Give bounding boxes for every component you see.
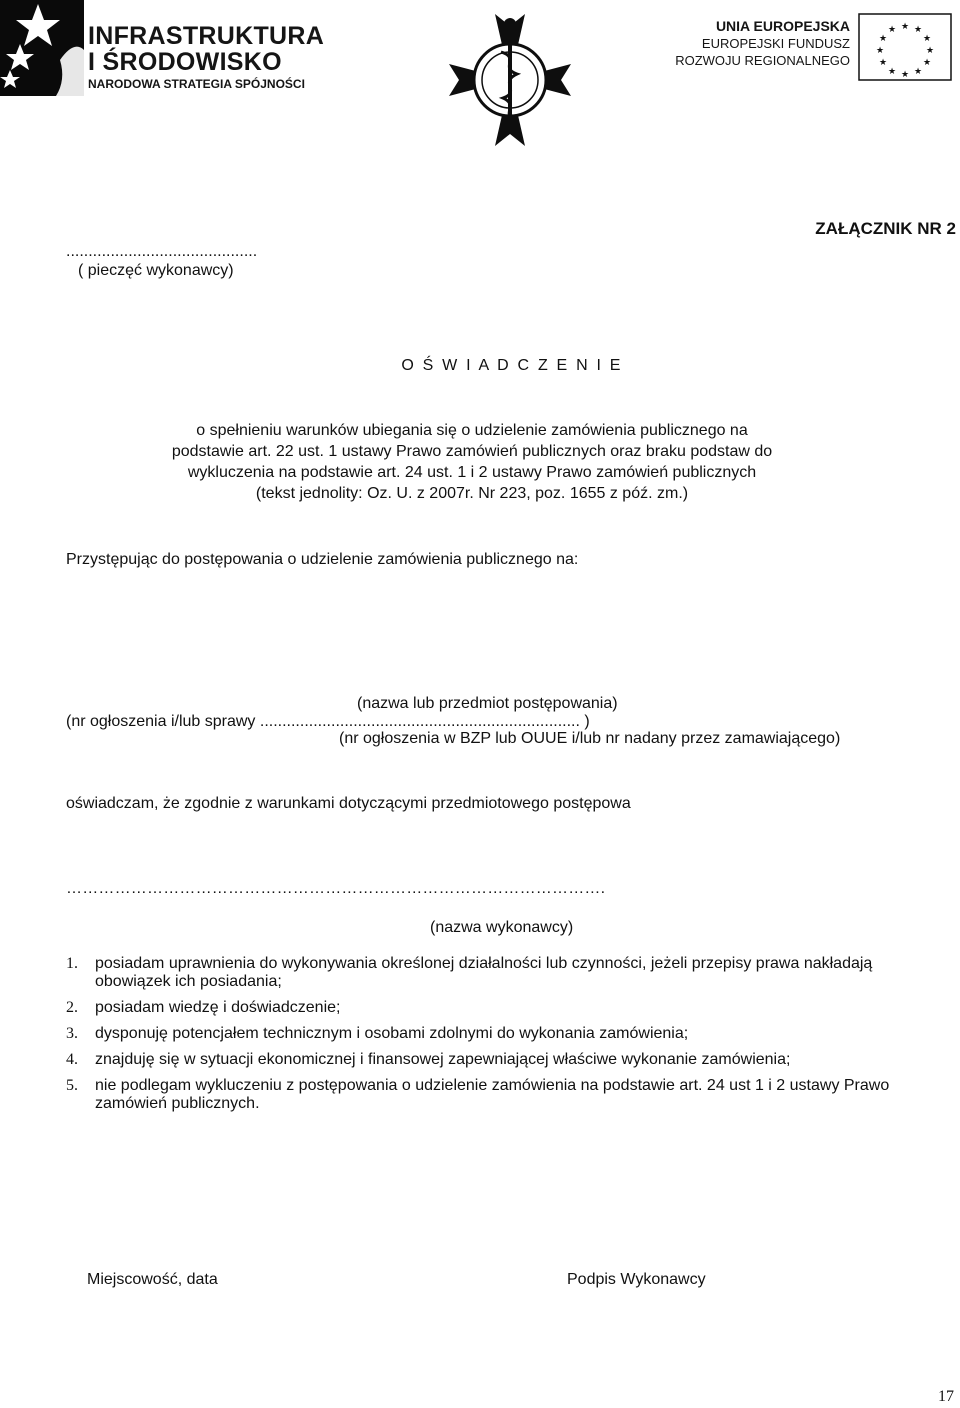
svg-text:★: ★	[922, 58, 932, 68]
condition-text: posiadam uprawnienia do wykonywania określonej działalności lub czynności, jeżeli przepisy prawa nakładają obowiązek ich posiadania;	[95, 955, 873, 990]
document-subtitle: o spełnieniu warunków ubiegania się o udzielenie zamówienia publicznego na podstawie art. 22 ust. 1 ustawy Prawo zamówień publicznych oraz braku podstaw do wykluczenia na podstawie art. 24 ust. 1 i 2 ustawy Prawo zamówień publicznych (tekst jednolity: Oz. U. z 2007r. Nr 223, poz. 1655 z póź. zm.)	[171, 422, 773, 502]
condition-number: 5.	[66, 1077, 78, 1094]
condition-number: 3.	[66, 1025, 78, 1042]
eu-line-1: UNIA EUROPEJSKA	[715, 18, 850, 34]
condition-number: 4.	[66, 1051, 78, 1068]
infrastruktura-star-icon	[0, 0, 84, 96]
logo-line-2: I ŚRODOWISKO	[88, 48, 282, 76]
svg-text:★: ★	[900, 22, 910, 32]
document-title: O Ś W I A D C Z E N I E	[401, 357, 623, 374]
condition-text: dysponuję potencjałem technicznym i osobami zdolnymi do wykonania zamówienia;	[95, 1025, 689, 1042]
condition-item	[66, 1025, 926, 1043]
svg-text:★: ★	[913, 67, 923, 77]
condition-text: nie podlegam wykluczeniu z postępowania o udzielenie zamówienia na podstawie art. 24 ust 1 i 2 ustawy Prawo zamówień publicznych.	[95, 1077, 890, 1112]
subject-label: (nazwa lub przedmiot postępowania)	[357, 695, 618, 712]
svg-text:★: ★	[875, 46, 885, 56]
contractor-name-label: (nazwa wykonawcy)	[430, 919, 574, 936]
eu-flag-icon	[858, 13, 952, 81]
svg-text:★: ★	[878, 58, 888, 68]
condition-text: posiadam wiedzę i doświadczenie;	[95, 999, 341, 1016]
declaration-text: oświadczam, że zgodnie z warunkami dotyczącymi przedmiotowego postępowa	[66, 795, 631, 812]
page-number: 17	[938, 1388, 954, 1405]
svg-text:★: ★	[887, 25, 897, 35]
attachment-label: ZAŁĄCZNIK NR 2	[815, 219, 956, 238]
signature-label: Podpis Wykonawcy	[567, 1271, 706, 1288]
condition-number: 1.	[66, 955, 78, 972]
condition-item	[66, 1051, 926, 1069]
place-date-label: Miejscowość, data	[87, 1271, 218, 1288]
svg-text:★: ★	[878, 34, 888, 44]
condition-text: znajduję się w sytuacji ekonomicznej i finansowej zapewniającej właściwe wykonanie zamówienia;	[95, 1051, 791, 1068]
seal-label: ( pieczęć wykonawcy)	[78, 262, 234, 279]
eu-logo-text	[675, 18, 850, 69]
notice-number-line: (nr ogłoszenia i/lub sprawy ........................................................................ )	[66, 713, 590, 730]
infrastruktura-logo	[0, 0, 325, 100]
condition-number: 2.	[66, 999, 78, 1016]
contractor-name-field: ……………………………………………………………………………………….	[66, 880, 606, 897]
intro-text: Przystępując do postępowania o udzielenie zamówienia publicznego na:	[66, 551, 579, 568]
eu-logo	[675, 8, 960, 88]
condition-item	[66, 999, 926, 1017]
eu-line-3: ROZWOJU REGIONALNEGO	[675, 53, 850, 68]
svg-text:★: ★	[913, 25, 923, 35]
condition-item	[66, 1077, 926, 1113]
svg-text:★: ★	[925, 46, 935, 56]
svg-text:★: ★	[922, 34, 932, 44]
notice-number-label: (nr ogłoszenia w BZP lub OUUE i/lub nr nadany przez zamawiającego)	[339, 730, 841, 747]
conditions-list	[66, 955, 926, 1121]
svg-text:★: ★	[887, 67, 897, 77]
eu-line-2: EUROPEJSKI FUNDUSZ	[701, 36, 850, 51]
hospital-emblem	[445, 2, 575, 157]
svg-text:★: ★	[900, 70, 910, 80]
logo-line-3: NARODOWA STRATEGIA SPÓJNOŚCI	[88, 77, 305, 91]
logo-line-1: INFRASTRUKTURA	[88, 22, 325, 50]
hospital-cross-emblem-icon	[445, 2, 575, 157]
seal-dots: ...........................................	[66, 243, 258, 260]
condition-item	[66, 955, 926, 991]
